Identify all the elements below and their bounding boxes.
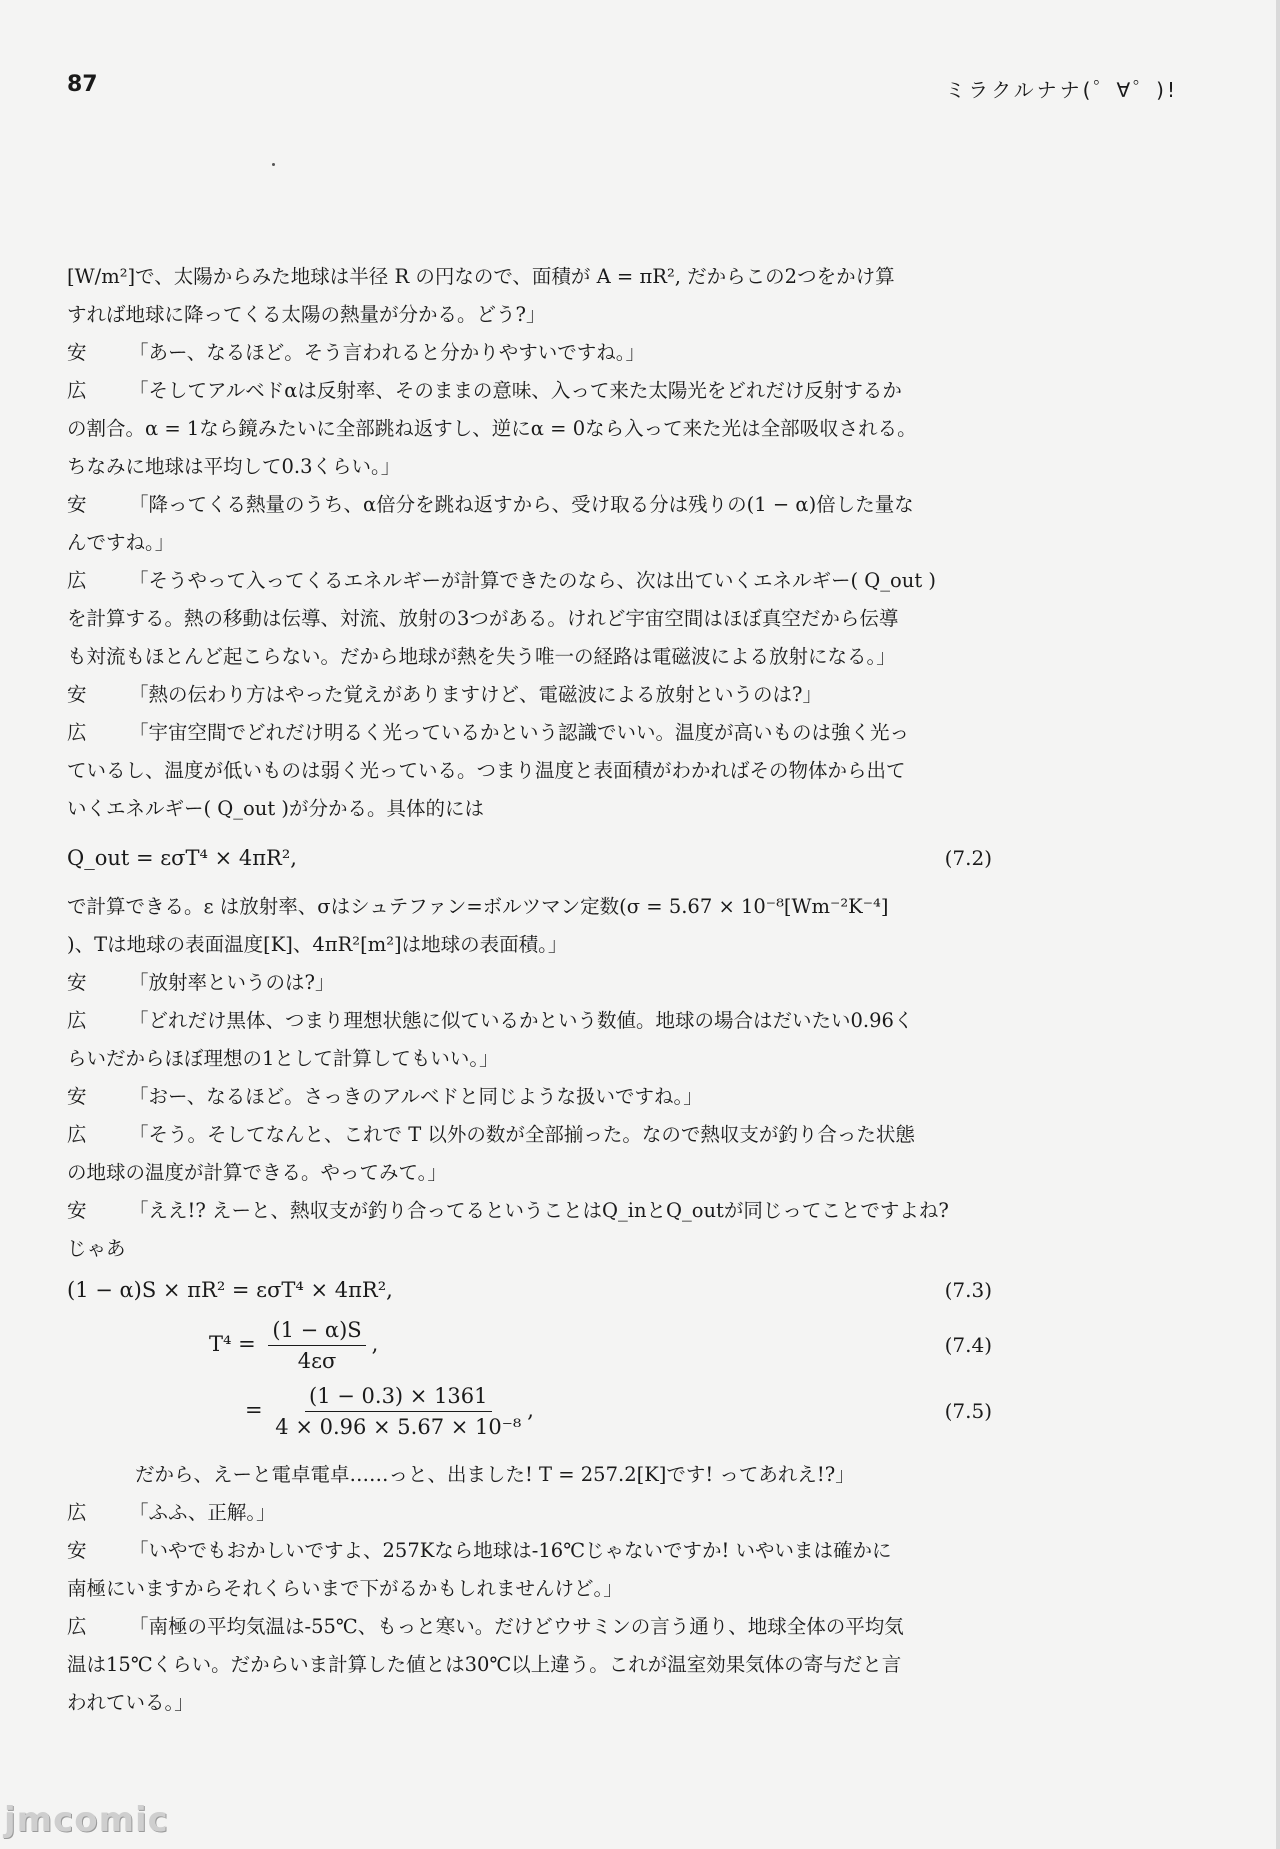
text-line: 「南極の平均気温は-55℃、もっと寒い。だけどウサミンの言う通り、地球全体の平均気 <box>129 1615 904 1638</box>
text-line: で計算できる。ε は放射率、σはシュテファン=ボルツマン定数(σ = 5.67 × 10⁻⁸[Wm⁻²K⁻⁴] <box>67 895 889 918</box>
text-line: 南極にいますからそれくらいまで下がるかもしれませんけど。」 <box>67 1577 623 1600</box>
equation-number: (7.5) <box>944 1399 992 1423</box>
text-line: [W/m²]で、太陽からみた地球は半径 R の円なので、面積が A = πR², だからこの2つをかけ算 <box>67 265 895 288</box>
text-line: じゃあ <box>67 1237 126 1260</box>
dialogue-paragraph <box>67 1002 992 1040</box>
speaker-label: 広 <box>67 1501 87 1524</box>
dialogue-paragraph <box>67 334 992 372</box>
text-line: ちなみに地球は平均して0.3くらい。」 <box>67 455 401 478</box>
text-line: いくエネルギー( Q_out )が分かる。具体的には <box>67 797 484 820</box>
speaker-label: 広 <box>67 1009 87 1032</box>
speaker-label: 安 <box>67 341 87 364</box>
text-line: 「そうやって入ってくるエネルギーが計算できたのなら、次は出ていくエネルギー( Q_out ) <box>129 569 936 592</box>
page-edge <box>1276 0 1280 1849</box>
speaker-label: 安 <box>67 1199 87 1222</box>
fraction-denominator: 4 × 0.96 × 5.67 × 10⁻⁸ <box>275 1414 522 1439</box>
speaker-label: 広 <box>67 379 87 402</box>
running-title: ミラクルナナ(゜∀゜)! <box>945 78 1178 102</box>
dialogue-paragraph <box>67 1078 992 1116</box>
equation-7-2 <box>67 828 992 888</box>
equation-lhs: = <box>245 1397 263 1422</box>
text-line: 温は15℃くらい。だからいま計算した値とは30℃以上違う。これが温室効果気体の寄与だと言 <box>67 1653 902 1676</box>
text-line: われている。」 <box>67 1691 194 1714</box>
equation-number: (7.4) <box>944 1333 992 1357</box>
equation-7-5 <box>67 1378 992 1444</box>
equation-body: (1 − α)S × πR² = εσT⁴ × 4πR², <box>67 1278 393 1302</box>
equation-lhs: T⁴ = <box>209 1331 256 1356</box>
dialogue-paragraph <box>67 676 992 714</box>
fraction-numerator: (1 − 0.3) × 1361 <box>305 1381 491 1412</box>
dialogue-paragraph <box>67 1532 992 1570</box>
dialogue-paragraph <box>67 964 992 1002</box>
page-number: 87 <box>67 72 98 97</box>
speaker-label: 安 <box>67 971 87 994</box>
text-line: も対流もほとんど起こらない。だから地球が熱を失う唯一の経路は電磁波による放射になる。」 <box>67 645 896 668</box>
dialogue-paragraph <box>67 1608 992 1646</box>
speaker-label: 安 <box>67 683 87 706</box>
page-body <box>67 258 992 1722</box>
text-line: )、Tは地球の表面温度[K]、4πR²[m²]は地球の表面積。」 <box>67 933 568 956</box>
speaker-label: 広 <box>67 1615 87 1638</box>
dialogue-paragraph <box>67 562 992 600</box>
equation-7-4 <box>67 1312 992 1378</box>
text-line: の地球の温度が計算できる。やってみて。」 <box>67 1161 447 1184</box>
text-line: だから、えーと電卓電卓……っと、出ました! T = 257.2[K]です! ってあれえ!?」 <box>135 1463 855 1486</box>
dialogue-paragraph <box>67 1116 992 1154</box>
text-line: ているし、温度が低いものは弱く光っている。つまり温度と表面積がわかればその物体から出て <box>67 759 906 782</box>
dialogue-paragraph <box>67 1192 992 1230</box>
text-line: 「そう。そしてなんと、これで T 以外の数が全部揃った。なので熱収支が釣り合った状態 <box>129 1123 915 1146</box>
text-line: 「あー、なるほど。そう言われると分かりやすいですね。」 <box>129 341 645 364</box>
speaker-label: 広 <box>67 721 87 744</box>
dialogue-paragraph <box>67 714 992 752</box>
equation-number: (7.3) <box>944 1278 992 1302</box>
text-line: 「ふふ、正解。」 <box>129 1501 276 1524</box>
text-line: 「降ってくる熱量のうち、α倍分を跳ね返すから、受け取る分は残りの(1 − α)倍した量な <box>129 493 914 516</box>
text-line: 「宇宙空間でどれだけ明るく光っているかという認識でいい。温度が高いものは強く光っ <box>129 721 910 744</box>
text-line: の割合。α = 1なら鏡みたいに全部跳ね返すし、逆にα = 0なら入って来た光は全部吸収される。 <box>67 417 917 440</box>
dialogue-paragraph <box>67 372 992 410</box>
speaker-label: 広 <box>67 569 87 592</box>
text-line: 「放射率というのは?」 <box>129 971 335 994</box>
fraction <box>268 1315 365 1376</box>
equation-number: (7.2) <box>944 846 992 870</box>
text-line: 「そしてアルベドαは反射率、そのままの意味、入って来た太陽光をどれだけ反射するか <box>129 379 902 402</box>
dialogue-paragraph <box>67 1494 992 1532</box>
equation-7-3 <box>67 1268 992 1312</box>
text-line: らいだからほぼ理想の1として計算してもいい。」 <box>67 1047 499 1070</box>
fraction <box>275 1381 521 1442</box>
site-watermark: jmcomic <box>4 1800 169 1840</box>
text-line: 「どれだけ黒体、つまり理想状態に似ているかという数値。地球の場合はだいたい0.96く <box>129 1009 914 1032</box>
text-line: 「いやでもおかしいですよ、257Kなら地球は-16℃じゃないですか! いやいまは確かに <box>129 1539 892 1562</box>
equation-body: T⁴ = $\frac{(1 - \alpha)S}{4\varepsilon\sigma}$ , <box>67 1315 378 1376</box>
speck-mark <box>272 163 275 166</box>
text-line: を計算する。熱の移動は伝導、対流、放射の3つがある。けれど宇宙空間はほぼ真空だから伝導 <box>67 607 899 630</box>
equation-body: = $\frac{(1 - 0.3) \times 1361}{\text{4 × 0.96 × 5.67 × 10⁻⁸}}$ , <box>67 1381 534 1442</box>
text-line: んですね。」 <box>67 531 175 554</box>
dialogue-paragraph <box>67 486 992 524</box>
speaker-label: 広 <box>67 1123 87 1146</box>
equation-body: Q_out = εσT⁴ × 4πR², <box>67 846 297 870</box>
speaker-label: 安 <box>67 1085 87 1108</box>
speaker-label: 安 <box>67 1539 87 1562</box>
text-line: すれば地球に降ってくる太陽の熱量が分かる。どう?」 <box>67 303 546 326</box>
fraction-denominator: 4εσ <box>297 1348 337 1373</box>
text-line: 「おー、なるほど。さっきのアルベドと同じような扱いですね。」 <box>129 1085 703 1108</box>
text-line: 「熱の伝わり方はやった覚えがありますけど、電磁波による放射というのは?」 <box>129 683 822 706</box>
fraction-numerator: (1 − α)S <box>268 1315 365 1346</box>
text-line: 「ええ!? えーと、熱収支が釣り合ってるということはQ_inとQ_outが同じってことですよね? <box>129 1199 949 1222</box>
speaker-label: 安 <box>67 493 87 516</box>
